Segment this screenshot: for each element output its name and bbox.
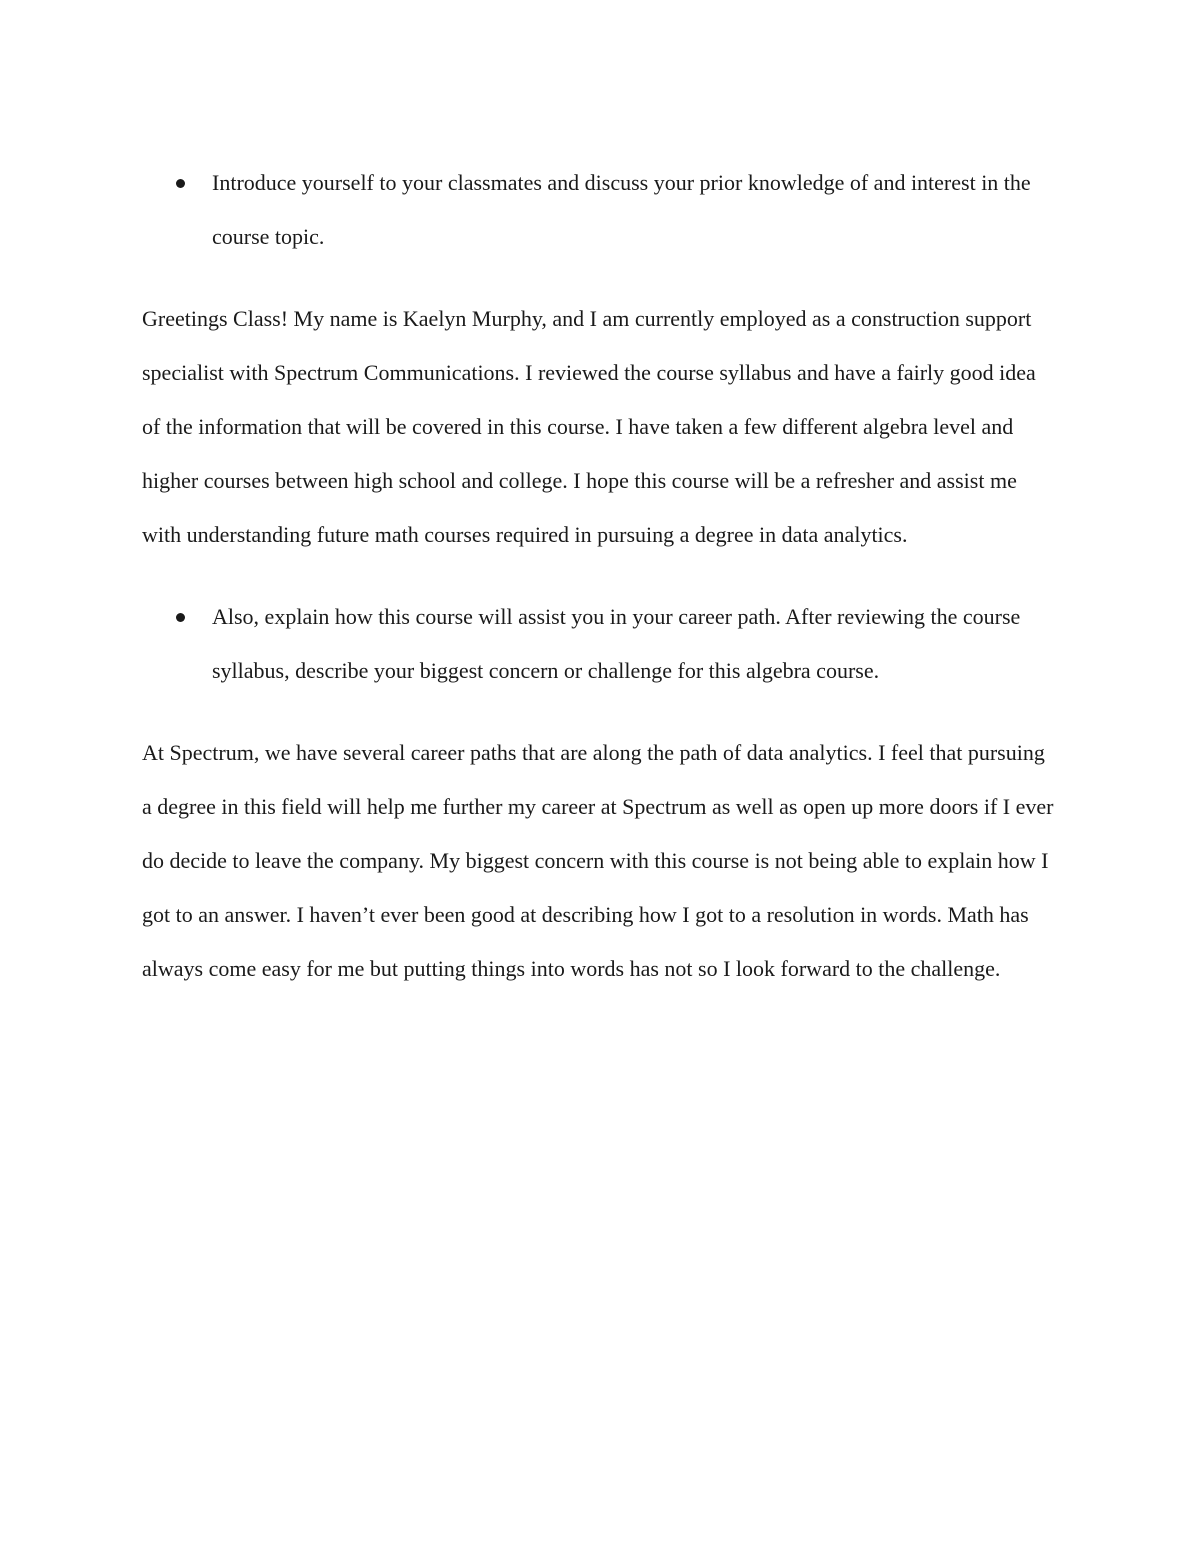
prompt-item-career: [142, 590, 1058, 698]
prompt-item-introduce: [142, 156, 1058, 264]
prompt-list-1: [142, 156, 1058, 264]
response-paragraph-career: At Spectrum, we have several career paths that are along the path of data analytics. I feel that pursuing a degree in this field will help me further my career at Spectrum as well as open up more doors if I ever do decide to leave the company. My biggest concern with this course is not being able to explain how I got to an answer. I haven’t ever been good at describing how I got to a resolution in words. Math has always come easy for me but putting things into words has not so I look forward to the challenge.: [142, 740, 1054, 981]
response-paragraph-introduction: Greetings Class! My name is Kaelyn Murphy, and I am currently employed as a construction support specialist with Spectrum Communications. I reviewed the course syllabus and have a fairly good idea of the information that will be covered in this course. I have taken a few different algebra level and higher courses between high school and college. I hope this course will be a refresher and assist me with understanding future math courses required in pursuing a degree in data analytics.: [142, 306, 1036, 547]
document-body: [142, 156, 1058, 1024]
prompt-list-2: [142, 590, 1058, 698]
prompt-text: Introduce yourself to your classmates and discuss your prior knowledge of and interest in the course topic.: [212, 170, 1031, 249]
bullet-icon: [176, 179, 185, 188]
bullet-icon: [176, 613, 185, 622]
prompt-text: Also, explain how this course will assist you in your career path. After reviewing the course syllabus, describe your biggest concern or challenge for this algebra course.: [212, 604, 1021, 683]
